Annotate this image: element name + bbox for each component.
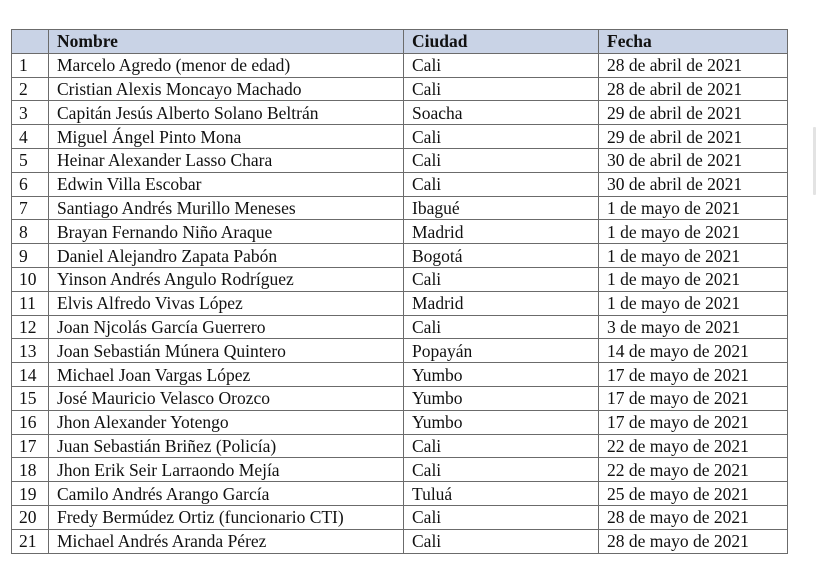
cell-fecha: 29 de abril de 2021 — [599, 101, 788, 125]
cell-nombre: Cristian Alexis Moncayo Machado — [49, 77, 404, 101]
cell-nombre: Heinar Alexander Lasso Chara — [49, 148, 404, 172]
cell-fecha: 25 de mayo de 2021 — [599, 482, 788, 506]
cell-number: 7 — [12, 196, 49, 220]
cell-number: 21 — [12, 529, 49, 553]
cell-ciudad: Cali — [404, 53, 599, 77]
edge-artifact — [813, 127, 816, 195]
cell-nombre: Fredy Bermúdez Ortiz (funcionario CTI) — [49, 505, 404, 529]
cell-ciudad: Cali — [404, 529, 599, 553]
cell-number: 1 — [12, 53, 49, 77]
table-header — [12, 30, 788, 54]
table-row — [12, 77, 788, 101]
cell-nombre: Michael Joan Vargas López — [49, 363, 404, 387]
cell-fecha: 28 de mayo de 2021 — [599, 505, 788, 529]
cell-number: 9 — [12, 244, 49, 268]
cell-nombre: Elvis Alfredo Vivas López — [49, 291, 404, 315]
table-row — [12, 172, 788, 196]
cell-number: 19 — [12, 482, 49, 506]
cell-fecha: 30 de abril de 2021 — [599, 148, 788, 172]
header-fecha: Fecha — [599, 30, 788, 54]
cell-fecha: 17 de mayo de 2021 — [599, 386, 788, 410]
cell-nombre: Daniel Alejandro Zapata Pabón — [49, 244, 404, 268]
cell-ciudad: Ibagué — [404, 196, 599, 220]
cell-ciudad: Cali — [404, 77, 599, 101]
cell-number: 18 — [12, 458, 49, 482]
cell-nombre: Jhon Alexander Yotengo — [49, 410, 404, 434]
cell-number: 11 — [12, 291, 49, 315]
cell-fecha: 17 de mayo de 2021 — [599, 410, 788, 434]
cell-fecha: 1 de mayo de 2021 — [599, 267, 788, 291]
cell-fecha: 1 de mayo de 2021 — [599, 244, 788, 268]
cell-ciudad: Cali — [404, 458, 599, 482]
cell-ciudad: Cali — [404, 267, 599, 291]
cell-ciudad: Cali — [404, 315, 599, 339]
cell-ciudad: Cali — [404, 505, 599, 529]
cell-fecha: 1 de mayo de 2021 — [599, 220, 788, 244]
cell-nombre: Yinson Andrés Angulo Rodríguez — [49, 267, 404, 291]
table-row — [12, 386, 788, 410]
table-body — [12, 53, 788, 553]
table-row — [12, 148, 788, 172]
cell-nombre: Brayan Fernando Niño Araque — [49, 220, 404, 244]
cell-nombre: Edwin Villa Escobar — [49, 172, 404, 196]
table-row — [12, 196, 788, 220]
cell-number: 20 — [12, 505, 49, 529]
header-number — [12, 30, 49, 54]
cell-fecha: 22 de mayo de 2021 — [599, 434, 788, 458]
cell-ciudad: Cali — [404, 125, 599, 149]
cell-fecha: 3 de mayo de 2021 — [599, 315, 788, 339]
header-ciudad: Ciudad — [404, 30, 599, 54]
table-row — [12, 101, 788, 125]
table-row — [12, 339, 788, 363]
cell-ciudad: Yumbo — [404, 386, 599, 410]
cell-number: 12 — [12, 315, 49, 339]
cell-ciudad: Yumbo — [404, 363, 599, 387]
cell-nombre: Jhon Erik Seir Larraondo Mejía — [49, 458, 404, 482]
table-row — [12, 505, 788, 529]
table-row — [12, 267, 788, 291]
cell-ciudad: Yumbo — [404, 410, 599, 434]
table-row — [12, 410, 788, 434]
cell-ciudad: Cali — [404, 434, 599, 458]
cell-ciudad: Bogotá — [404, 244, 599, 268]
victims-table — [11, 29, 788, 554]
cell-ciudad: Soacha — [404, 101, 599, 125]
cell-fecha: 1 de mayo de 2021 — [599, 291, 788, 315]
cell-ciudad: Popayán — [404, 339, 599, 363]
cell-nombre: Camilo Andrés Arango García — [49, 482, 404, 506]
cell-number: 13 — [12, 339, 49, 363]
cell-fecha: 28 de mayo de 2021 — [599, 529, 788, 553]
cell-fecha: 17 de mayo de 2021 — [599, 363, 788, 387]
table-row — [12, 244, 788, 268]
table-row — [12, 53, 788, 77]
cell-fecha: 14 de mayo de 2021 — [599, 339, 788, 363]
cell-number: 16 — [12, 410, 49, 434]
cell-fecha: 29 de abril de 2021 — [599, 125, 788, 149]
header-nombre: Nombre — [49, 30, 404, 54]
cell-number: 3 — [12, 101, 49, 125]
table-row — [12, 434, 788, 458]
cell-nombre: Joan Sebastián Múnera Quintero — [49, 339, 404, 363]
table-row — [12, 363, 788, 387]
table-row — [12, 291, 788, 315]
cell-fecha: 28 de abril de 2021 — [599, 77, 788, 101]
cell-fecha: 28 de abril de 2021 — [599, 53, 788, 77]
cell-nombre: Marcelo Agredo (menor de edad) — [49, 53, 404, 77]
cell-number: 15 — [12, 386, 49, 410]
cell-number: 10 — [12, 267, 49, 291]
table-row — [12, 220, 788, 244]
header-row — [12, 30, 788, 54]
cell-fecha: 30 de abril de 2021 — [599, 172, 788, 196]
cell-number: 2 — [12, 77, 49, 101]
cell-nombre: Miguel Ángel Pinto Mona — [49, 125, 404, 149]
cell-number: 17 — [12, 434, 49, 458]
cell-number: 5 — [12, 148, 49, 172]
cell-nombre: Capitán Jesús Alberto Solano Beltrán — [49, 101, 404, 125]
victims-table-container — [11, 29, 788, 554]
cell-ciudad: Cali — [404, 148, 599, 172]
cell-number: 14 — [12, 363, 49, 387]
cell-ciudad: Tuluá — [404, 482, 599, 506]
cell-ciudad: Madrid — [404, 220, 599, 244]
cell-nombre: Juan Sebastián Briñez (Policía) — [49, 434, 404, 458]
table-row — [12, 529, 788, 553]
table-row — [12, 315, 788, 339]
cell-fecha: 22 de mayo de 2021 — [599, 458, 788, 482]
cell-number: 4 — [12, 125, 49, 149]
cell-nombre: Michael Andrés Aranda Pérez — [49, 529, 404, 553]
cell-nombre: Santiago Andrés Murillo Meneses — [49, 196, 404, 220]
cell-number: 8 — [12, 220, 49, 244]
cell-nombre: José Mauricio Velasco Orozco — [49, 386, 404, 410]
table-row — [12, 125, 788, 149]
cell-ciudad: Cali — [404, 172, 599, 196]
cell-number: 6 — [12, 172, 49, 196]
table-row — [12, 458, 788, 482]
cell-ciudad: Madrid — [404, 291, 599, 315]
cell-nombre: Joan Njcolás García Guerrero — [49, 315, 404, 339]
cell-fecha: 1 de mayo de 2021 — [599, 196, 788, 220]
table-row — [12, 482, 788, 506]
